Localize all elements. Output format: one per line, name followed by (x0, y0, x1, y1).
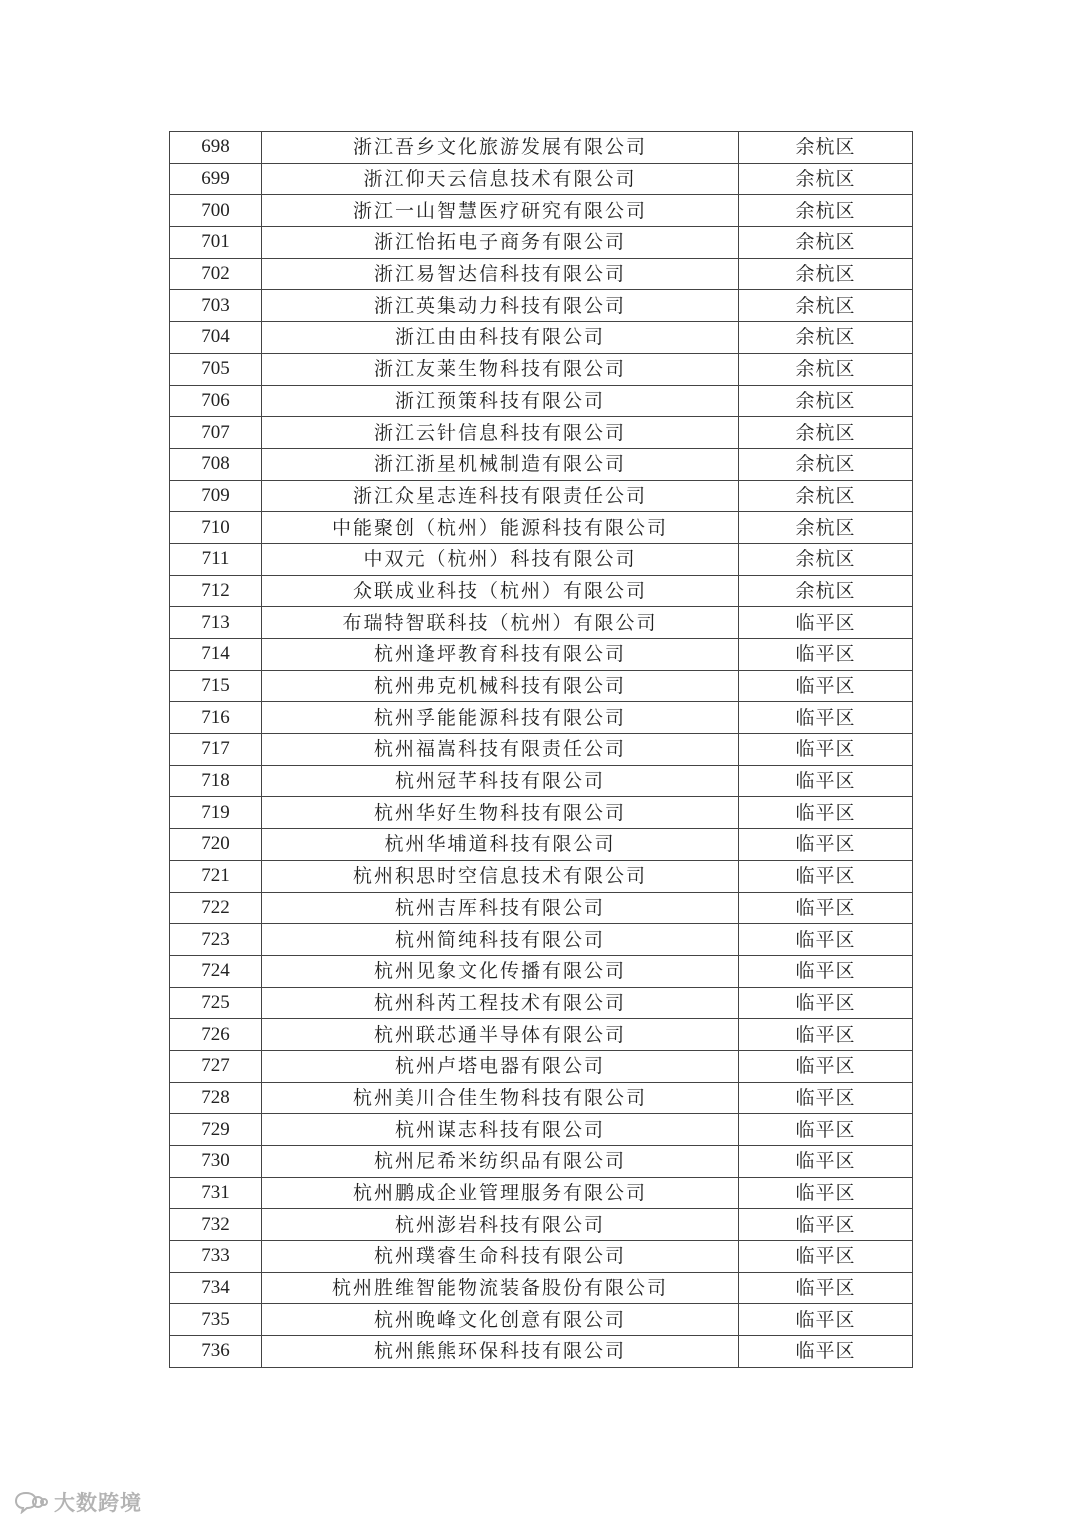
row-number-cell: 725 (170, 987, 262, 1019)
table-row (170, 1019, 913, 1051)
district-cell: 余杭区 (739, 575, 913, 607)
table-row (170, 670, 913, 702)
district-cell: 临平区 (739, 1050, 913, 1082)
company-name-cell: 浙江云针信息科技有限公司 (262, 417, 739, 449)
table-row (170, 924, 913, 956)
district-cell: 临平区 (739, 702, 913, 734)
table-row (170, 1082, 913, 1114)
row-number-cell: 700 (170, 195, 262, 227)
district-cell: 临平区 (739, 607, 913, 639)
row-number-cell: 713 (170, 607, 262, 639)
table-row (170, 258, 913, 290)
district-cell: 临平区 (739, 1082, 913, 1114)
row-number-cell: 717 (170, 734, 262, 766)
company-name-cell: 浙江由由科技有限公司 (262, 322, 739, 354)
district-cell: 临平区 (739, 670, 913, 702)
row-number-cell: 707 (170, 417, 262, 449)
table-row (170, 829, 913, 861)
row-number-cell: 712 (170, 575, 262, 607)
row-number-cell: 718 (170, 765, 262, 797)
district-cell: 临平区 (739, 1177, 913, 1209)
company-name-cell: 布瑞特智联科技（杭州）有限公司 (262, 607, 739, 639)
table-row (170, 607, 913, 639)
district-cell: 临平区 (739, 892, 913, 924)
table-row (170, 322, 913, 354)
company-name-cell: 杭州积思时空信息技术有限公司 (262, 860, 739, 892)
company-list-body (170, 132, 913, 1368)
row-number-cell: 729 (170, 1114, 262, 1146)
row-number-cell: 731 (170, 1177, 262, 1209)
table-row (170, 1177, 913, 1209)
company-name-cell: 杭州华埔道科技有限公司 (262, 829, 739, 861)
row-number-cell: 733 (170, 1241, 262, 1273)
company-name-cell: 杭州冠芊科技有限公司 (262, 765, 739, 797)
district-cell: 余杭区 (739, 163, 913, 195)
chat-bubble-logo-icon (14, 1490, 48, 1514)
row-number-cell: 710 (170, 512, 262, 544)
watermark (14, 1488, 142, 1516)
district-cell: 余杭区 (739, 385, 913, 417)
table-row (170, 797, 913, 829)
company-name-cell: 杭州华好生物科技有限公司 (262, 797, 739, 829)
table-row (170, 1050, 913, 1082)
district-cell: 临平区 (739, 1114, 913, 1146)
company-name-cell: 杭州科芮工程技术有限公司 (262, 987, 739, 1019)
table-row (170, 1272, 913, 1304)
row-number-cell: 730 (170, 1146, 262, 1178)
district-cell: 余杭区 (739, 227, 913, 259)
table-row (170, 765, 913, 797)
row-number-cell: 735 (170, 1304, 262, 1336)
row-number-cell: 728 (170, 1082, 262, 1114)
row-number-cell: 703 (170, 290, 262, 322)
company-name-cell: 杭州鹏成企业管理服务有限公司 (262, 1177, 739, 1209)
table-row (170, 290, 913, 322)
district-cell: 余杭区 (739, 322, 913, 354)
district-cell: 临平区 (739, 765, 913, 797)
row-number-cell: 721 (170, 860, 262, 892)
table-row (170, 132, 913, 164)
district-cell: 临平区 (739, 734, 913, 766)
table-row (170, 163, 913, 195)
company-name-cell: 杭州联芯通半导体有限公司 (262, 1019, 739, 1051)
row-number-cell: 732 (170, 1209, 262, 1241)
company-name-cell: 浙江友莱生物科技有限公司 (262, 353, 739, 385)
company-name-cell: 杭州福嵩科技有限责任公司 (262, 734, 739, 766)
district-cell: 临平区 (739, 1304, 913, 1336)
company-name-cell: 浙江英集动力科技有限公司 (262, 290, 739, 322)
row-number-cell: 715 (170, 670, 262, 702)
district-cell: 临平区 (739, 1209, 913, 1241)
company-name-cell: 杭州璞睿生命科技有限公司 (262, 1241, 739, 1273)
row-number-cell: 726 (170, 1019, 262, 1051)
company-name-cell: 浙江一山智慧医疗研究有限公司 (262, 195, 739, 227)
company-name-cell: 杭州尼希米纺织品有限公司 (262, 1146, 739, 1178)
row-number-cell: 734 (170, 1272, 262, 1304)
district-cell: 临平区 (739, 639, 913, 671)
company-name-cell: 浙江浙星机械制造有限公司 (262, 448, 739, 480)
row-number-cell: 698 (170, 132, 262, 164)
district-cell: 余杭区 (739, 480, 913, 512)
district-cell: 临平区 (739, 860, 913, 892)
table-row (170, 639, 913, 671)
row-number-cell: 706 (170, 385, 262, 417)
district-cell: 余杭区 (739, 258, 913, 290)
district-cell: 余杭区 (739, 132, 913, 164)
company-name-cell: 中双元（杭州）科技有限公司 (262, 543, 739, 575)
company-name-cell: 中能聚创（杭州）能源科技有限公司 (262, 512, 739, 544)
row-number-cell: 736 (170, 1336, 262, 1368)
district-cell: 余杭区 (739, 448, 913, 480)
company-list-table (169, 131, 913, 1368)
district-cell: 余杭区 (739, 353, 913, 385)
row-number-cell: 722 (170, 892, 262, 924)
company-name-cell: 浙江预策科技有限公司 (262, 385, 739, 417)
table-row (170, 860, 913, 892)
table-row (170, 480, 913, 512)
table-row (170, 702, 913, 734)
district-cell: 临平区 (739, 1019, 913, 1051)
row-number-cell: 708 (170, 448, 262, 480)
table-row (170, 227, 913, 259)
table-row (170, 575, 913, 607)
table-row (170, 195, 913, 227)
district-cell: 临平区 (739, 797, 913, 829)
district-cell: 余杭区 (739, 290, 913, 322)
district-cell: 临平区 (739, 955, 913, 987)
table-row (170, 1114, 913, 1146)
company-name-cell: 浙江仰天云信息技术有限公司 (262, 163, 739, 195)
company-name-cell: 杭州谋志科技有限公司 (262, 1114, 739, 1146)
company-name-cell: 杭州澎岩科技有限公司 (262, 1209, 739, 1241)
table-row (170, 1209, 913, 1241)
table-row (170, 512, 913, 544)
district-cell: 临平区 (739, 1146, 913, 1178)
company-name-cell: 杭州简纯科技有限公司 (262, 924, 739, 956)
company-name-cell: 杭州晚峰文化创意有限公司 (262, 1304, 739, 1336)
table-row (170, 987, 913, 1019)
district-cell: 临平区 (739, 1272, 913, 1304)
district-cell: 余杭区 (739, 195, 913, 227)
company-name-cell: 杭州熊熊环保科技有限公司 (262, 1336, 739, 1368)
table-row (170, 353, 913, 385)
row-number-cell: 714 (170, 639, 262, 671)
row-number-cell: 711 (170, 543, 262, 575)
row-number-cell: 702 (170, 258, 262, 290)
table-row (170, 417, 913, 449)
table-row (170, 448, 913, 480)
row-number-cell: 709 (170, 480, 262, 512)
table-row (170, 892, 913, 924)
district-cell: 临平区 (739, 829, 913, 861)
company-name-cell: 杭州胜维智能物流装备股份有限公司 (262, 1272, 739, 1304)
row-number-cell: 719 (170, 797, 262, 829)
watermark-text: 大数跨境 (54, 1491, 142, 1515)
company-name-cell: 浙江吾乡文化旅游发展有限公司 (262, 132, 739, 164)
company-name-cell: 杭州逢坪教育科技有限公司 (262, 639, 739, 671)
row-number-cell: 704 (170, 322, 262, 354)
row-number-cell: 724 (170, 955, 262, 987)
table-row (170, 955, 913, 987)
company-name-cell: 杭州卢塔电器有限公司 (262, 1050, 739, 1082)
company-name-cell: 杭州吉厍科技有限公司 (262, 892, 739, 924)
district-cell: 临平区 (739, 1336, 913, 1368)
row-number-cell: 705 (170, 353, 262, 385)
district-cell: 临平区 (739, 987, 913, 1019)
table-row (170, 543, 913, 575)
table-row (170, 1146, 913, 1178)
table-row (170, 1304, 913, 1336)
company-name-cell: 众联成业科技（杭州）有限公司 (262, 575, 739, 607)
row-number-cell: 727 (170, 1050, 262, 1082)
district-cell: 余杭区 (739, 512, 913, 544)
row-number-cell: 723 (170, 924, 262, 956)
company-name-cell: 浙江易智达信科技有限公司 (262, 258, 739, 290)
row-number-cell: 720 (170, 829, 262, 861)
company-name-cell: 浙江怡拓电子商务有限公司 (262, 227, 739, 259)
company-name-cell: 杭州见象文化传播有限公司 (262, 955, 739, 987)
row-number-cell: 699 (170, 163, 262, 195)
district-cell: 临平区 (739, 1241, 913, 1273)
district-cell: 临平区 (739, 924, 913, 956)
district-cell: 余杭区 (739, 543, 913, 575)
company-name-cell: 杭州弗克机械科技有限公司 (262, 670, 739, 702)
company-name-cell: 杭州孚能能源科技有限公司 (262, 702, 739, 734)
company-name-cell: 杭州美川合佳生物科技有限公司 (262, 1082, 739, 1114)
district-cell: 余杭区 (739, 417, 913, 449)
table-row (170, 385, 913, 417)
row-number-cell: 701 (170, 227, 262, 259)
row-number-cell: 716 (170, 702, 262, 734)
table-row (170, 1336, 913, 1368)
table-row (170, 734, 913, 766)
company-name-cell: 浙江众星志连科技有限责任公司 (262, 480, 739, 512)
table-row (170, 1241, 913, 1273)
